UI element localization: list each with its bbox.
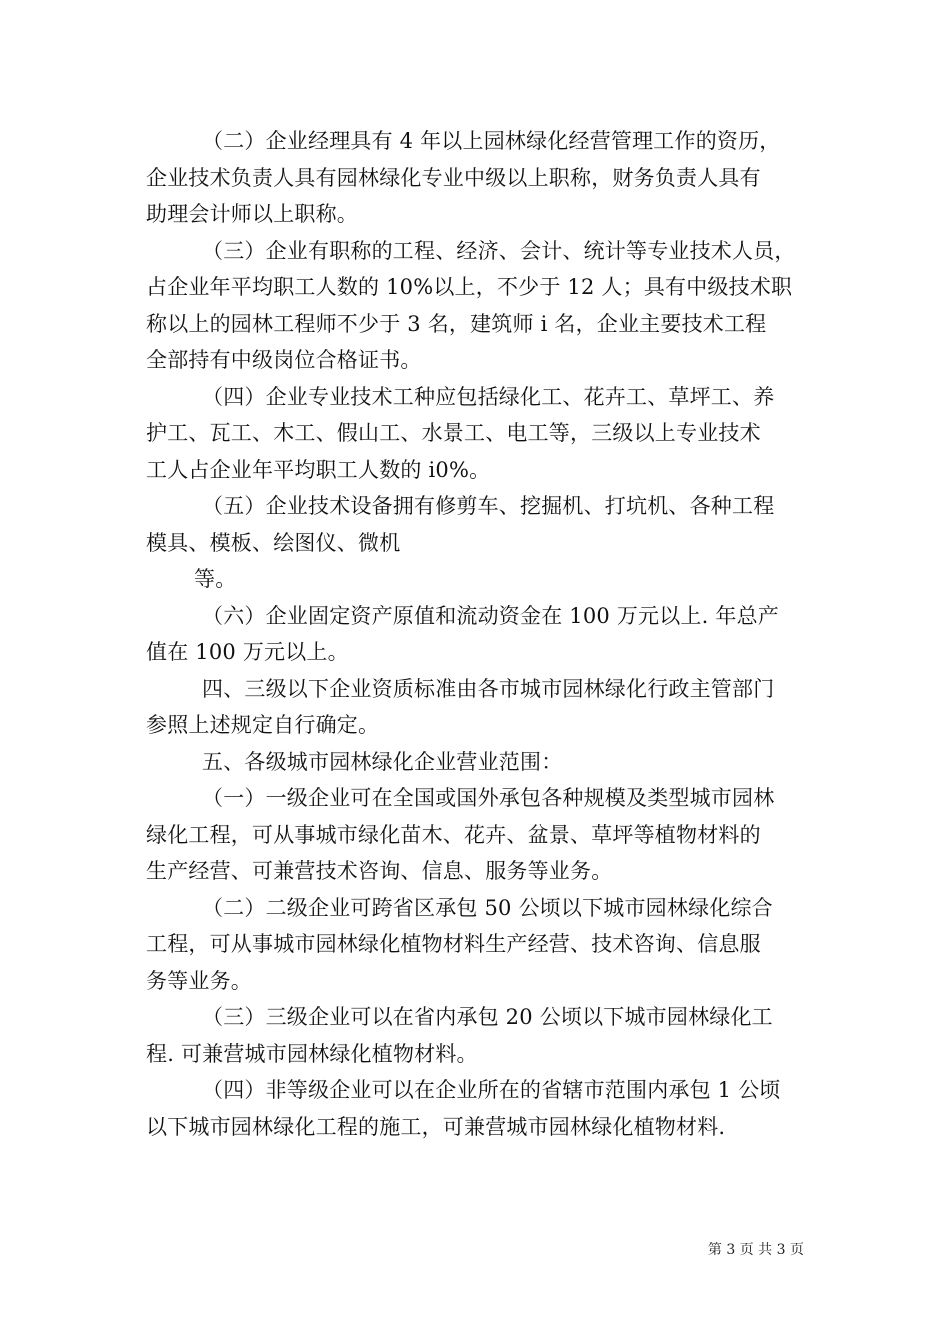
paragraph-line: 四、三级以下企业资质标准由各市城市园林绿化行政主管部门 <box>202 676 775 701</box>
paragraph-line: 以下城市园林绿化工程的施工，可兼营城市园林绿化植物材料. <box>146 1114 726 1139</box>
paragraph-line: （六）企业固定资产原值和流动资金在 100 万元以上. 年总产 <box>202 603 779 628</box>
page-number: 第 3 页 共 3 页 <box>707 1242 804 1258</box>
paragraph-line: （一）一级企业可在全国或国外承包各种规模及类型城市园林 <box>202 786 775 810</box>
paragraph-line: （二）二级企业可跨省区承包 50 公顷以下城市园林绿化综合 <box>202 895 773 920</box>
paragraph-line: 全部持有中级岗位合格证书。 <box>146 348 422 372</box>
paragraph-line: 占企业年平均职工人数的 10%以上，不少于 12 人；具有中级技术职 <box>146 275 793 299</box>
paragraph-line: 等。 <box>194 567 237 591</box>
paragraph-line: 五、各级城市园林绿化企业营业范围： <box>202 749 563 774</box>
paragraph-line: 值在 100 万元以上。 <box>146 640 349 664</box>
paragraph-line: 护工、瓦工、木工、假山工、水景工、电工等，三级以上专业技术 <box>146 421 761 445</box>
paragraph-line: 称以上的园林工程师不少于 3 名，建筑师 i 名，企业主要技术工程 <box>146 311 767 336</box>
paragraph-line: （四）非等级企业可以在企业所在的省辖市范围内承包 1 公顷 <box>202 1078 781 1102</box>
paragraph-line: 企业技术负责人具有园林绿化专业中级以上职称，财务负责人具有 <box>146 165 761 190</box>
paragraph-line: （三）三级企业可以在省内承包 20 公顷以下城市园林绿化工 <box>202 1005 773 1029</box>
document-body <box>146 123 816 1145</box>
paragraph-line: 助理会计师以上职称。 <box>146 202 358 226</box>
paragraph-line: 务等业务。 <box>146 968 252 993</box>
paragraph-line: 工人占企业年平均职工人数的 i0%。 <box>146 457 491 482</box>
paragraph-line: 程. 可兼营城市园林绿化植物材料。 <box>146 1041 478 1066</box>
paragraph-line: （三）企业有职称的工程、经济、会计、统计等专业技术人员， <box>202 238 796 263</box>
paragraph-line: 参照上述规定自行确定。 <box>146 713 380 737</box>
paragraph-line: 工程，可从事城市园林绿化植物材料生产经营、技术咨询、信息服 <box>146 932 761 956</box>
paragraph-line: 绿化工程，可从事城市绿化苗木、花卉、盆景、草坪等植物材料的 <box>146 822 761 847</box>
paragraph-line: （二）企业经理具有 4 年以上园林绿化经营管理工作的资历， <box>202 129 781 153</box>
paragraph-line: 生产经营、可兼营技术咨询、信息、服务等业务。 <box>146 859 613 883</box>
paragraph-line: （五）企业技术设备拥有修剪车、挖掘机、打坑机、各种工程 <box>202 494 775 518</box>
paragraph-line: （四）企业专业技术工种应包括绿化工、花卉工、草坪工、养 <box>202 384 775 409</box>
paragraph-line: 模具、模板、绘图仪、微机 <box>146 530 401 555</box>
